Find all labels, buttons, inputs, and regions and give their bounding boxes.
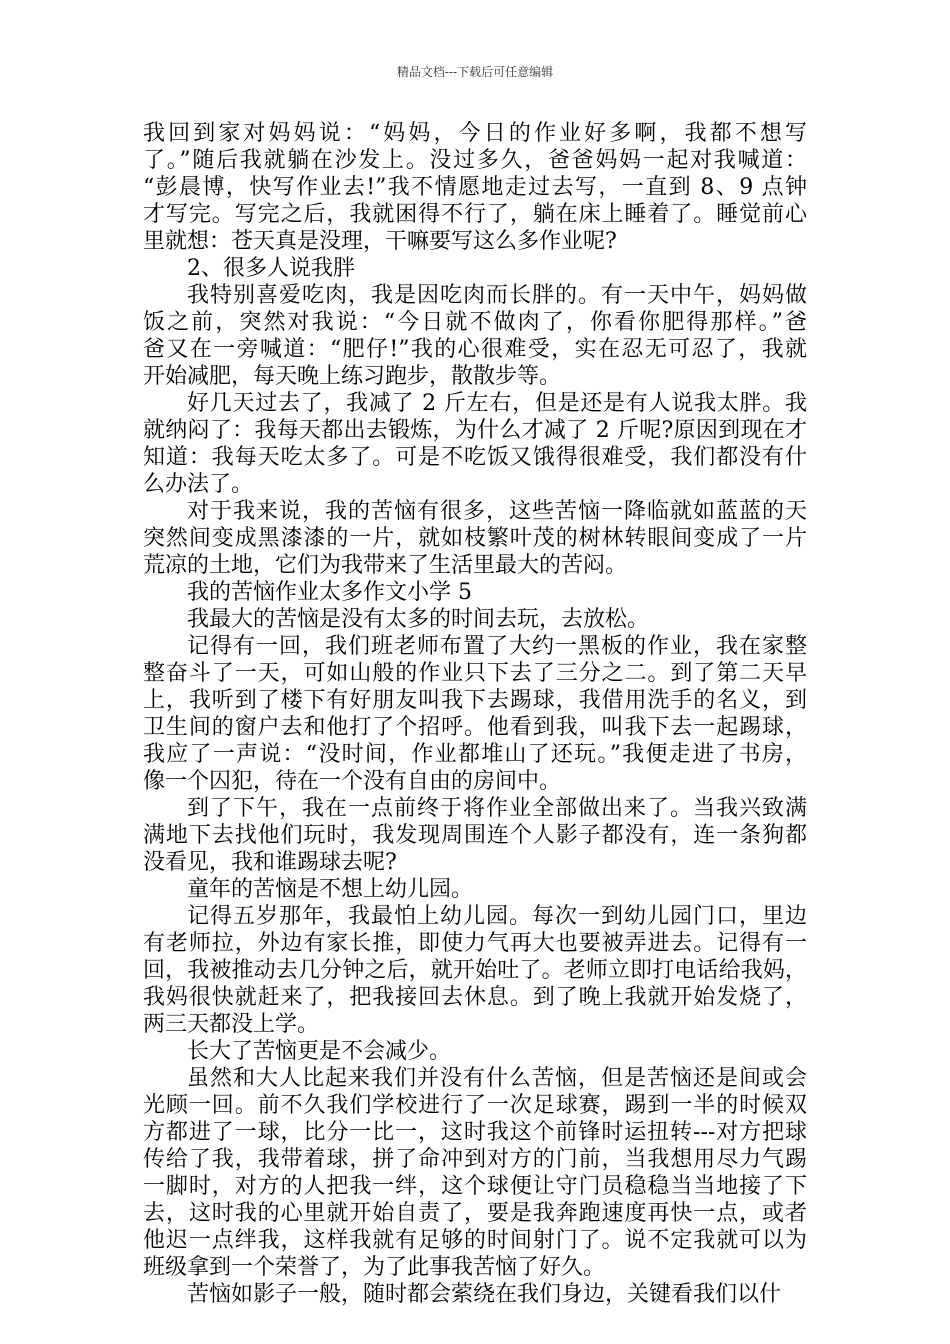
- text-line: 虽然和大人比起来我们并没有什么苦恼，但是苦恼还是间或会: [187, 1066, 807, 1091]
- text-line: 满地下去找他们玩时，我发现周围连个人影子都没有，连一条狗都: [143, 823, 807, 848]
- text-line: 去，这时我的心里就开始自责了，要是我奔跑速度再快一点，或者: [143, 1201, 807, 1226]
- text-line: 没看见，我和谁踢球去呢?: [143, 850, 397, 875]
- text-line: 荒凉的土地，它们为我带来了生活里最大的苦闷。: [143, 553, 628, 578]
- text-line: 班级拿到一个荣誉了，为了此事我苦恼了好久。: [143, 1255, 606, 1280]
- text-line: 有老师拉，外边有家长推，即使力气再大也要被弄进去。记得有一: [143, 931, 807, 956]
- paragraph: [143, 1038, 807, 1065]
- text-line: 对于我来说，我的苦恼有很多，这些苦恼一降临就如蓝蓝的天: [187, 499, 807, 524]
- text-line: 就纳闷了：我每天都出去锻炼，为什么才减了 2 斤呢?原因到现在才: [143, 418, 807, 443]
- paragraph: [143, 633, 807, 795]
- text-line: 我最大的苦恼是没有太多的时间去玩，去放松。: [187, 607, 650, 632]
- text-line: 方都进了一球，比分一比一，这时我这个前锋时运扭转---对方把球: [143, 1120, 807, 1145]
- paragraph: [143, 498, 807, 579]
- paragraph: [143, 1281, 807, 1308]
- text-line: 一脚时，对方的人把我一绊，这个球便让守门员稳稳当当地接了下: [143, 1174, 807, 1199]
- text-line: 记得有一回，我们班老师布置了大约一黑板的作业，我在家整: [187, 634, 807, 659]
- text-line: 知道：我每天吃太多了。可是不吃饭又饿得很难受，我们都没有什: [143, 445, 807, 470]
- text-line: 突然间变成黑漆漆的一片，就如枝繁叶茂的树林转眼间变成了一片: [143, 526, 807, 551]
- text-line: 里就想：苍天真是没理，干嘛要写这么多作业呢?: [143, 229, 617, 254]
- paragraph: [143, 795, 807, 876]
- text-line: 传给了我，我带着球，拼了命冲到对方的门前，当我想用尽力气踢: [143, 1147, 807, 1172]
- text-line: 我回到家对妈妈说：“妈妈，今日的作业好多啊，我都不想写: [143, 121, 807, 146]
- paragraph: [143, 255, 807, 282]
- text-line: 他迟一点绊我，这样我就有足够的时间射门了。说不定我就可以为: [143, 1228, 807, 1253]
- text-line: 了。”随后我就躺在沙发上。没过多久，爸爸妈妈一起对我喊道：: [143, 148, 807, 173]
- paragraph: [143, 606, 807, 633]
- text-line: 爸又在一旁喊道：“肥仔!”我的心很难受，实在忍无可忍了，我就: [143, 337, 807, 362]
- text-line: 2、很多人说我胖: [187, 256, 355, 281]
- text-line: 我应了一声说：“没时间，作业都堆山了还玩。”我便走进了书房，: [143, 742, 807, 767]
- text-line: 整奋斗了一天，可如山般的作业只下去了三分之二。到了第二天早: [143, 661, 807, 686]
- text-line: 好几天过去了，我减了 2 斤左右，但是还是有人说我太胖。我: [187, 391, 807, 416]
- paragraph: [143, 903, 807, 1038]
- text-line: 上，我听到了楼下有好朋友叫我下去踢球，我借用洗手的名义，到: [143, 688, 807, 713]
- paragraph: [143, 1065, 807, 1281]
- text-line: 我特别喜爱吃肉，我是因吃肉而长胖的。有一天中午，妈妈做: [187, 283, 807, 308]
- paragraph: [143, 390, 807, 498]
- text-line: 回，我被推动去几分钟之后，就开始吐了。老师立即打电话给我妈，: [143, 958, 807, 983]
- text-line: 开始减肥，每天晚上练习跑步，散散步等。: [143, 364, 562, 389]
- document-body: [143, 120, 807, 1308]
- paragraph: [143, 876, 807, 903]
- text-line: 两三天都没上学。: [143, 1012, 320, 1037]
- text-line: 光顾一回。前不久我们学校进行了一次足球赛，踢到一半的时候双: [143, 1093, 807, 1118]
- text-line: 才写完。写完之后，我就困得不行了，躺在床上睡着了。睡觉前心: [143, 202, 807, 227]
- text-line: 长大了苦恼更是不会减少。: [187, 1039, 452, 1064]
- text-line: 苦恼如影子一般，随时都会萦绕在我们身边，关键看我们以什: [187, 1282, 782, 1307]
- text-line: 么办法了。: [143, 472, 254, 497]
- page-header: 精品文档---下载后可任意编辑: [396, 65, 554, 79]
- paragraph: [143, 120, 807, 255]
- text-line: “彭晨博，快写作业去!”我不情愿地走过去写，一直到 8、9 点钟: [143, 175, 807, 200]
- text-line: 像一个囚犯，待在一个没有自由的房间中。: [143, 769, 562, 794]
- paragraph: [143, 282, 807, 390]
- text-line: 我妈很快就赶来了，把我接回去休息。到了晚上我就开始发烧了，: [143, 985, 807, 1010]
- text-line: 我的苦恼作业太多作文小学 5: [187, 580, 472, 605]
- text-line: 到了下午，我在一点前终于将作业全部做出来了。当我兴致满: [187, 796, 807, 821]
- text-line: 饭之前，突然对我说：“今日就不做肉了，你看你肥得那样。”爸: [143, 310, 807, 335]
- text-line: 记得五岁那年，我最怕上幼儿园。每次一到幼儿园门口，里边: [187, 904, 807, 929]
- paragraph: [143, 579, 807, 606]
- text-line: 卫生间的窗户去和他打了个招呼。他看到我，叫我下去一起踢球，: [143, 715, 807, 740]
- text-line: 童年的苦恼是不想上幼儿园。: [187, 877, 474, 902]
